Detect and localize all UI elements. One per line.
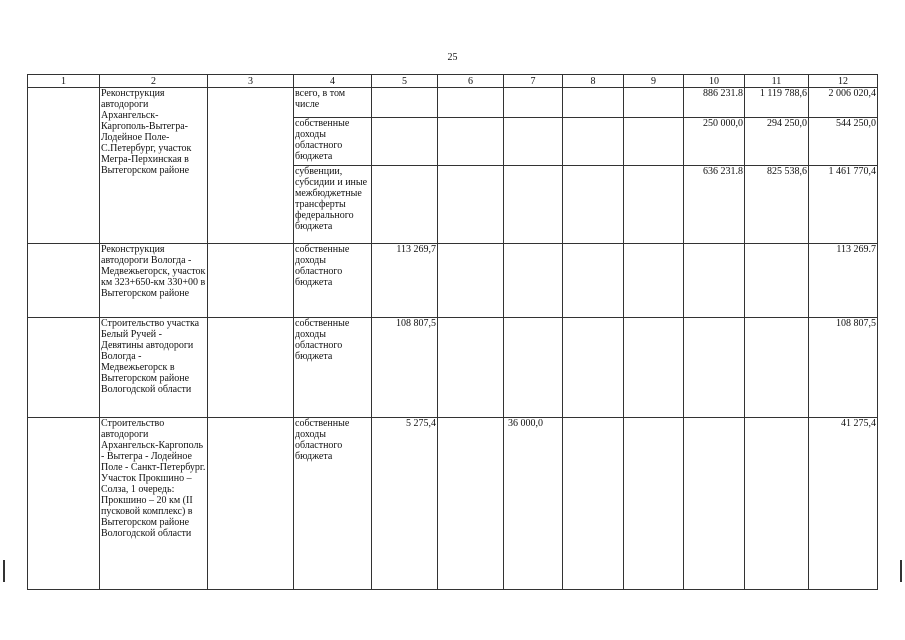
column-header-11: 11: [745, 75, 809, 88]
table-row: [28, 418, 878, 590]
column-header-12: 12: [809, 75, 878, 88]
table-row: [28, 318, 878, 418]
value-cell: 294 250,0: [745, 118, 809, 166]
column-header-9: 9: [624, 75, 684, 88]
value-cell: 41 275,4: [809, 418, 878, 590]
column-header-8: 8: [563, 75, 624, 88]
funding-source: собственные доходы областного бюджета: [294, 318, 372, 418]
column-header-5: 5: [372, 75, 438, 88]
project-name: Реконструкция автодороги Архангельск-Каргополь-Вытегра-Лодейное Поле-С.Петербург, участок Мегра-Перхинская в Вытегорском районе: [100, 88, 208, 244]
column-header-1: 1: [28, 75, 100, 88]
value-cell: 825 538,6: [745, 166, 809, 244]
table-row: [28, 244, 878, 318]
project-name: Строительство участка Белый Ручей - Девятины автодороги Вологда - Медвежьегорск в Вытегорском районе Вологодской области: [100, 318, 208, 418]
table-row: [28, 88, 878, 118]
column-header-2: 2: [100, 75, 208, 88]
column-header-4: 4: [294, 75, 372, 88]
project-name: Реконструкция автодороги Вологда - Медвежьегорск, участок км 323+650-км 330+00 в Вытегорском районе: [100, 244, 208, 318]
value-cell: 2 006 020,4: [809, 88, 878, 118]
funding-source: собственные доходы областного бюджета: [294, 244, 372, 318]
funding-source: собственные доходы областного бюджета: [294, 418, 372, 590]
value-cell: 250 000,0: [684, 118, 745, 166]
value-cell: 886 231.8: [684, 88, 745, 118]
value-cell: 1 461 770,4: [809, 166, 878, 244]
column-header-10: 10: [684, 75, 745, 88]
column-header-7: 7: [504, 75, 563, 88]
value-cell: 36 000,0: [504, 418, 563, 590]
value-cell: 108 807,5: [809, 318, 878, 418]
value-cell: 544 250,0: [809, 118, 878, 166]
funding-source: субвенции, субсидии и иные межбюджетные трансферты федерального бюджета: [294, 166, 372, 244]
value-cell: 636 231.8: [684, 166, 745, 244]
value-cell: 108 807,5: [372, 318, 438, 418]
page-number: 25: [447, 52, 458, 63]
budget-table: [27, 74, 878, 590]
column-header-6: 6: [438, 75, 504, 88]
value-cell: 113 269,7: [372, 244, 438, 318]
funding-source: всего, в том числе: [294, 88, 372, 118]
header-row: [28, 75, 878, 88]
scan-mark-right: [900, 560, 902, 582]
column-header-3: 3: [208, 75, 294, 88]
project-name: Строительство автодороги Архангельск-Каргополь - Вытегра - Лодейное Поле - Санкт-Петербург. Участок Прокшино – Солза, 1 очередь: Прокшино – 20 км (II пусковой комплекс) в Вытегорском районе Вологодской области: [100, 418, 208, 590]
value-cell: 1 119 788,6: [745, 88, 809, 118]
scan-mark-left: [3, 560, 5, 582]
value-cell: 5 275,4: [372, 418, 438, 590]
funding-source: собственные доходы областного бюджета: [294, 118, 372, 166]
value-cell: 113 269.7: [809, 244, 878, 318]
